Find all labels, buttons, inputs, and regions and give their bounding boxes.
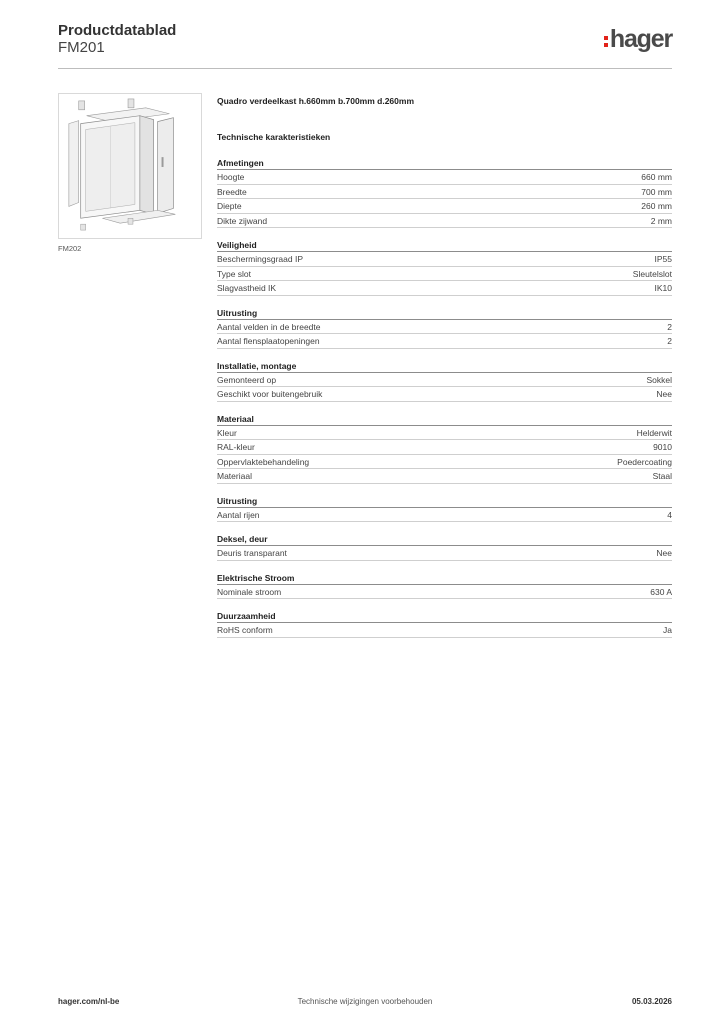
header-divider	[58, 68, 672, 69]
spec-row	[217, 267, 672, 282]
spec-row	[217, 199, 672, 214]
spec-row	[217, 373, 672, 388]
spec-label: Deuris transparant	[217, 548, 287, 558]
spec-label: Aantal velden in de breedte	[217, 321, 321, 332]
logo-text: hager	[609, 25, 672, 53]
product-description: Quadro verdeelkast h.660mm b.700mm d.260mm	[217, 96, 415, 106]
footer-disclaimer: Technische wijzigingen voorbehouden	[297, 997, 433, 1006]
spec-value: Sleutelslot	[632, 268, 672, 279]
section-spacer	[217, 296, 672, 306]
spec-row	[217, 334, 672, 349]
section-title: Uitrusting	[217, 306, 672, 320]
section-spacer	[217, 349, 672, 359]
spec-row	[217, 585, 672, 600]
spec-row	[217, 426, 672, 441]
spec-label: Breedte	[217, 186, 247, 197]
spec-row	[217, 252, 672, 267]
spec-label: Aantal rijen	[217, 509, 260, 520]
spec-label: Beschermingsgraad IP	[217, 254, 303, 264]
spec-value: Helderwit	[636, 427, 672, 438]
spec-value: 700 mm	[641, 186, 672, 197]
spec-label: Gemonteerd op	[217, 374, 277, 385]
spec-section	[217, 571, 672, 610]
spec-section	[217, 306, 672, 359]
spec-value: 2	[667, 321, 672, 332]
spec-row	[217, 281, 672, 296]
spec-label: Diepte	[217, 201, 242, 211]
document-title: Productdatablad	[58, 22, 177, 39]
spec-label: Geschikt voor buitengebruik	[217, 389, 323, 399]
specs-heading: Technische karakteristieken	[217, 132, 331, 142]
spec-row	[217, 320, 672, 335]
spec-value: 4	[667, 509, 672, 520]
spec-section	[217, 412, 672, 494]
section-spacer	[217, 638, 672, 648]
spec-label: Kleur	[217, 427, 237, 438]
spec-section	[217, 156, 672, 238]
section-spacer	[217, 484, 672, 494]
spec-label: Oppervlaktebehandeling	[217, 456, 310, 467]
spec-row	[217, 469, 672, 484]
section-title: Veiligheid	[217, 238, 672, 252]
spec-row	[217, 440, 672, 455]
footer-website-link[interactable]: hager.com/nl-be	[58, 997, 120, 1006]
spec-value: Ja	[663, 625, 672, 635]
page-header	[58, 22, 672, 68]
spec-label: Hoogte	[217, 172, 245, 182]
spec-value: IP55	[654, 254, 672, 264]
spec-section	[217, 532, 672, 571]
spec-section	[217, 494, 672, 533]
spec-value: Sokkel	[646, 374, 672, 385]
spec-section	[217, 359, 672, 412]
spec-row	[217, 170, 672, 185]
spec-value: 2 mm	[650, 215, 672, 226]
spec-value: 2	[667, 336, 672, 346]
spec-label: Aantal flensplaatopeningen	[217, 336, 320, 346]
section-spacer	[217, 522, 672, 532]
spec-label: Slagvastheid IK	[217, 283, 277, 293]
section-title: Afmetingen	[217, 156, 672, 170]
spec-label: RoHS conform	[217, 625, 273, 635]
section-title: Uitrusting	[217, 494, 672, 508]
spec-section	[217, 238, 672, 306]
spec-label: Materiaal	[217, 471, 252, 481]
spec-row	[217, 546, 672, 561]
spec-label: Dikte zijwand	[217, 215, 268, 226]
spec-value: IK10	[654, 283, 672, 293]
spec-row	[217, 508, 672, 523]
section-spacer	[217, 228, 672, 238]
section-spacer	[217, 561, 672, 571]
logo-dots-icon	[604, 36, 608, 47]
spec-value: 9010	[653, 442, 672, 452]
spec-row	[217, 455, 672, 470]
section-spacer	[217, 402, 672, 412]
spec-label: Type slot	[217, 268, 252, 279]
section-title: Installatie, montage	[217, 359, 672, 373]
footer-date: 05.03.2026	[631, 997, 672, 1006]
enclosure-illustration-icon	[59, 94, 201, 238]
spec-value: Nee	[656, 548, 672, 558]
spec-label: RAL-kleur	[217, 442, 255, 452]
spec-value: Staal	[652, 471, 672, 481]
hager-logo[interactable]	[604, 26, 672, 52]
section-title: Elektrische Stroom	[217, 571, 672, 585]
spec-row	[217, 185, 672, 200]
product-image	[58, 93, 202, 239]
spec-content	[217, 96, 672, 648]
spec-value: 660 mm	[641, 172, 672, 182]
section-spacer	[217, 599, 672, 609]
spec-sections	[217, 156, 672, 648]
spec-value: Nee	[656, 389, 672, 399]
spec-label: Nominale stroom	[217, 586, 282, 597]
spec-row	[217, 623, 672, 638]
page-footer	[58, 997, 672, 1009]
section-title: Deksel, deur	[217, 532, 672, 546]
section-title: Materiaal	[217, 412, 672, 426]
spec-value: Poedercoating	[617, 456, 672, 467]
section-title: Duurzaamheid	[217, 609, 672, 623]
spec-row	[217, 214, 672, 229]
spec-section	[217, 609, 672, 648]
spec-value: 260 mm	[641, 201, 672, 211]
spec-value: 630 A	[650, 586, 672, 597]
image-caption: FM202	[58, 244, 82, 253]
product-code: FM201	[58, 39, 105, 56]
spec-row	[217, 387, 672, 402]
